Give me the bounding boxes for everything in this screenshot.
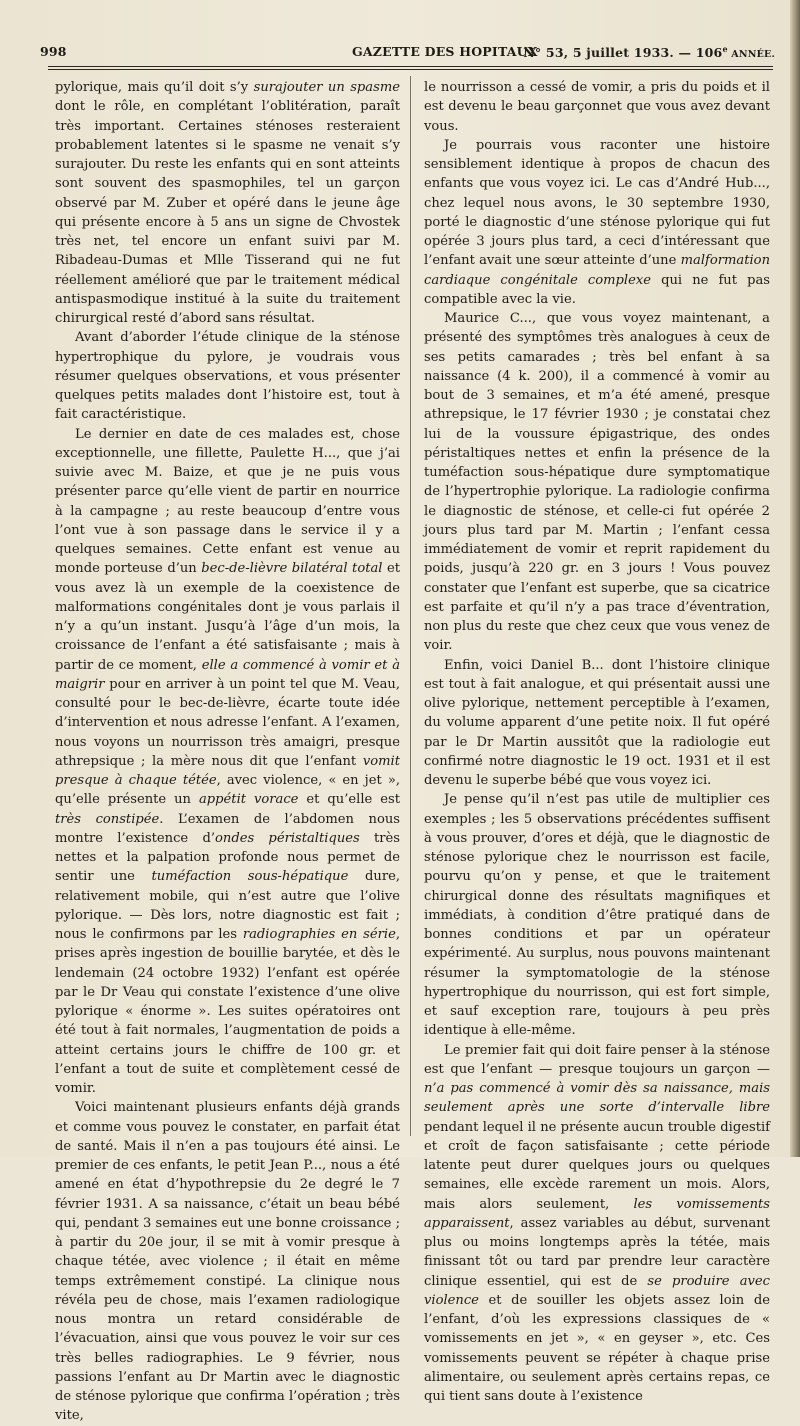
paragraph	[424, 78, 770, 136]
italic-text: se produire avec violence	[424, 1273, 770, 1308]
right-column	[424, 78, 770, 1406]
text-run: dont le rôle, en complétant l’oblitération, paraît très important. Certaines sténoses resteraient probablement latentes si le spasme ne venait s’y surajouter. Du reste les enfants qui en sont atteints sont souvent des spasmophiles, tel un garçon observé par M. Zuber et opéré dans le jeune âge qui présente encore à 5 ans un signe de Chvostek très net, tel encore un enfant suivi par M. Ribadeau-Dumas et Mlle Tisserand qui ne fut réellement amélioré que par le traitement médical antispasmodique institué à la suite du traitement chirurgical resté d’abord sans résultat.	[55, 99, 400, 326]
text-run: pendant lequel il ne présente aucun trouble digestif et croît de façon satisfaisante ; cette période latente peut durer quelques jours ou quelques semaines, elle excède rarement un mois. Alors, mais alors seulement,	[424, 1119, 770, 1212]
text-run: , assez variables au début, survenant plus ou moins longtemps après la tétée, mais finissant tôt ou tard par prendre leur caractère clinique essentiel, qui est de	[424, 1215, 770, 1289]
italic-text: appétit vorace	[198, 792, 299, 808]
text-run: le nourrisson a cessé de vomir, a pris du poids et il est devenu le beau garçonnet que vous avez devant vous.	[424, 80, 770, 134]
text-run: Le premier fait qui doit faire penser à la sténose est que l’enfant — presque toujours un garçon —	[424, 1042, 770, 1077]
paragraph	[424, 309, 770, 656]
left-column	[55, 78, 400, 1426]
italic-text: bec-de-lièvre bilatéral total	[201, 561, 383, 577]
paragraph	[424, 656, 770, 791]
column-divider	[410, 76, 411, 1136]
page-number: 998	[40, 44, 67, 59]
text-run: , prises après ingestion de bouillie barytée, et dès le lendemain (24 octobre 1932) l’enfant est opérée par le Dr Veau qui constate l’existence d’une olive pylorique « énorme ». Les suites opératoires ont été tout à fait normales, l’augmentation de poids a atteint certains jours le chiffre de 100 gr. et l’enfant a tout de suite et complètement cessé de vomir.	[55, 927, 400, 1096]
text-run: dure, relativement mobile, qui n’est autre que l’olive pylorique. — Dès lors, notre diagnostic est fait ; nous le confirmons par les	[55, 869, 400, 942]
journal-title: GAZETTE DES HOPITAUX	[352, 44, 538, 59]
paragraph	[55, 78, 400, 328]
italic-text: surajouter un spasme	[253, 80, 400, 95]
paragraph	[55, 425, 400, 1099]
italic-text: elle a commencé à vomir et à maigrir	[55, 657, 401, 692]
issue-superscript: e	[722, 44, 728, 54]
page-edge-shadow	[790, 0, 800, 1157]
italic-text: vomit presque à chaque tétée	[55, 753, 400, 788]
text-run: et qu’elle est	[298, 792, 400, 808]
italic-text: tuméfaction sous-hépatique	[151, 869, 349, 885]
text-run: Je pourrais vous raconter une histoire sensiblement identique à propos de chacun des enfants que vous voyez ici. Le cas d’André Hub..., chez lequel nous avons, le 30 septembre 1930, porté le diagnostic d’une sténose pylorique qui fut opérée 3 jours plus tard, a ceci d’intéressant que l’enfant avait une sœur atteinte d’une	[424, 137, 770, 269]
text-run: Le dernier en date de ces malades est, chose exceptionnelle, une fillette, Paulette H..., que j’ai suivie avec M. Baize, et que je ne puis vous présenter parce qu’elle vient de partir en nourrice à la campagne ; au reste beaucoup d’entre vous l’ont vue à son passage dans le service il y a quelques semaines. Cette enfant est venue au monde porteuse d’un	[55, 426, 400, 577]
text-run: . L’examen de l’abdomen nous montre l’existence d’	[55, 811, 400, 846]
italic-text: les vomissements apparaissent	[424, 1196, 770, 1231]
text-run: , avec violence, « en jet », qu’elle présente un	[55, 773, 400, 808]
text-run: et de souiller les objets assez loin de l’enfant, d’où les expressions classiques de « vomissements en jet », « en geyser », etc. Ces vomissements peuvent se répéter à chaque prise alimentaire, ou seulement après certains repas, ce qui tient sans doute à l’existence	[424, 1292, 770, 1404]
text-run: très nettes et la palpation profonde nous permet de sentir une	[55, 830, 400, 885]
paragraph	[424, 790, 770, 1040]
header-rule	[48, 66, 773, 67]
text-run: pylorique, mais qu’il doit s’y	[55, 80, 254, 95]
text-run: Maurice C..., que vous voyez maintenant, a présenté des symptômes très analogues à ceux de ses petits camarades ; très bel enfant à sa naissance (4 k. 200), il a commencé à vomir au bout de 3 semaines, et m’a été amené, presque athrepsique, le 17 février 1930 ; je constatai chez lui de la voussure épigastrique, des ondes péristaltiques nettes et enfin la présence de la tuméfaction sous-hépatique dure symptomatique de l’hypertrophie pylorique. La radiologie confirma le diagnostic de sténose, et celle-ci fut opérée 2 jours plus tard par M. Martin ; l’enfant cessa immédiatement de vomir et reprit rapidement du poids, jusqu’à 220 gr. en 3 jours ! Vous pouvez constater que l’enfant est superbe, que sa cicatrice est parfaite et qu’il n’y a pas trace d’éventration, non plus du reste que chez ceux que vous venez de voir.	[424, 311, 770, 654]
running-header	[40, 40, 775, 62]
italic-text: ondes péristaltiques	[215, 830, 360, 846]
italic-text: radiographies en série	[242, 927, 396, 942]
header-rule-thin	[48, 69, 773, 70]
paragraph	[55, 328, 400, 424]
text-run: et vous avez là un exemple de la coexistence de malformations congénitales dont je vous parlais il n’y a qu’un instant. Jusqu’à l’âge d’un mois, la croissance de l’enfant a été satisfaisante ; mais à partir de ce moment,	[55, 561, 400, 673]
text-run: Je pense qu’il n’est pas utile de multiplier ces exemples ; les 5 observations précédentes suffisent à vous prouver, d’ores et déjà, que le diagnostic de sténose pylorique chez le nourrisson est facile, pourvu qu’on y pense, et que le traitement chirurgical donne des résultats magnifiques et immédiats, à condition d’être pratiqué dans de bonnes conditions et par un opérateur expérimenté. Au surplus, nous pouvons maintenant résumer la symptomatologie de la sténose hypertrophique du nourrisson, qui est fort simple, et sauf exception rare, toujours à peu près identique à elle-même.	[424, 792, 770, 1039]
paragraph	[424, 1041, 770, 1407]
issue-year: ANNÉE.	[727, 49, 775, 61]
issue-info	[523, 44, 775, 60]
italic-text: n’a pas commencé à vomir dès sa naissance, mais seulement après une sorte d’intervalle libre	[424, 1081, 770, 1116]
text-run: Enfin, voici Daniel B... dont l’histoire clinique est tout à fait analogue, et qui présentait aussi une olive pylorique, nettement perceptible à l’examen, du volume apparent d’une petite noix. Il fut opéré par le Dr Martin aussitôt que la radiologie eut confirmé notre diagnostic le 19 oct. 1931 et il est devenu le superbe bébé que vous voyez ici.	[424, 657, 770, 788]
italic-text: très constipée	[55, 811, 160, 827]
text-run: Avant d’aborder l’étude clinique de la sténose hypertrophique du pylore, je voudrais vous résumer quelques observations, et vous présenter quelques petits malades dont l’histoire est, tout à fait caractéristique.	[55, 330, 400, 423]
italic-text: malformation cardiaque congénitale complexe	[424, 253, 770, 288]
paragraph	[424, 136, 770, 309]
text-run: pour en arriver à un point tel que M. Veau, consulté pour le bec-de-lièvre, écarte toute idée d’intervention et nous adresse l’enfant. A l’examen, nous voyons un nourrisson très amaigri, presque athrepsique ; la mère nous dit que l’enfant	[55, 676, 400, 769]
paragraph	[55, 1098, 400, 1425]
text-run: Voici maintenant plusieurs enfants déjà grands et comme vous pouvez le constater, en parfait état de santé. Mais il n’en a pas toujours été ainsi. Le premier de ces enfants, le petit Jean P..., nous a été amené en état d’hypothrepsie du 2e degré le 7 février 1931. A sa naissance, c’était un beau bébé qui, pendant 3 semaines eut une bonne croissance ; à partir du 20e jour, il se mit à vomir presque à chaque tétée, avec violence ; il était en même temps extrêmement constipé. La clinique nous révéla peu de chose, mais l’examen radiologique nous montra un retard considérable de l’évacuation, ainsi que vous pouvez le voir sur ces très belles radiographies. Le 9 février, nous passions l’enfant au Dr Martin avec le diagnostic de sténose pylorique que confirma l’opération ; très vite,	[55, 1100, 400, 1424]
text-run: qui ne fut pas compatible avec la vie.	[424, 272, 770, 307]
issue-text: N° 53, 5 juillet 1933. — 106	[523, 45, 723, 61]
